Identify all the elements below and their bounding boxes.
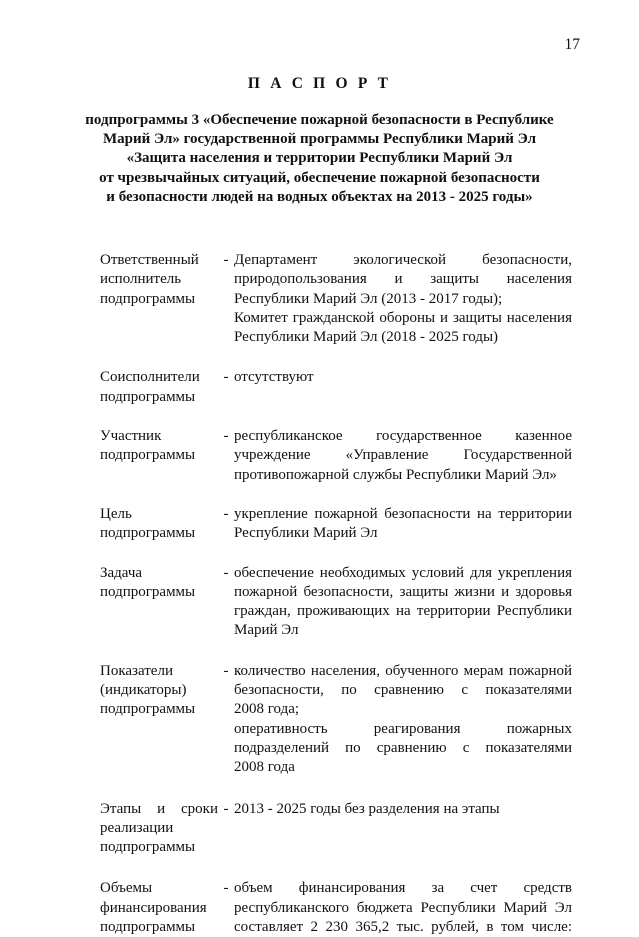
row-value: [234, 368, 572, 387]
document-title: П А С П О Р Т: [247, 75, 392, 92]
row-label-line: (индикаторы): [100, 682, 187, 699]
row-label-line: подпрограммы: [100, 701, 196, 718]
row-dash: -: [223, 505, 229, 522]
row-value-line: обеспечение необходимых условий для укрепления: [234, 564, 572, 581]
row-dash: -: [223, 800, 229, 817]
row-value-line: количество населения, обученного мерам пожарной: [234, 662, 572, 679]
row-label-line: подпрограммы: [100, 919, 196, 936]
row-value-line: Комитет гражданской обороны и защиты населения: [234, 309, 572, 326]
passport-row-responsible: [100, 251, 572, 347]
row-value-line: Департамент экологической безопасности,: [234, 252, 572, 268]
row-value-line: объем финансирования за счет средств: [234, 880, 572, 897]
passport-row-indicators: [100, 662, 572, 778]
row-label-line: подпрограммы: [100, 447, 196, 464]
row-value-line: противопожарной службы Республики Марий Эл»: [234, 466, 557, 483]
row-label-line: Этапы и сроки: [100, 800, 218, 817]
row-value: [234, 564, 572, 641]
row-value-line: 2008 года;: [234, 701, 300, 718]
document-subtitle: [60, 111, 579, 207]
passport-row-participant: [100, 427, 572, 485]
row-label-line: Показатели: [100, 662, 173, 679]
row-value-line: граждан, проживающих на территории Республики: [234, 603, 572, 620]
row-value-line: республиканское государственное казенное: [234, 428, 572, 445]
row-value-line: Республики Марий Эл (2018 - 2025 годы): [234, 329, 499, 346]
row-label-line: Ответственный: [100, 252, 199, 268]
row-value-line: укрепление пожарной безопасности на территории: [234, 505, 572, 522]
row-value: [234, 800, 572, 819]
passport-table: [100, 251, 572, 937]
row-value-line: безопасности, по сравнению с показателями: [234, 682, 572, 699]
row-value-line: подразделений по сравнению с показателями: [234, 739, 572, 756]
row-value: [234, 879, 572, 937]
page-number: 17: [564, 36, 580, 53]
row-value-line: Марий Эл: [234, 622, 299, 639]
passport-row-task: [100, 564, 572, 641]
row-label-line: исполнитель: [100, 271, 182, 288]
row-value-line: природопользования и защиты населения: [234, 271, 572, 288]
row-value: [234, 251, 572, 347]
row-label: [100, 800, 218, 858]
row-label-line: финансирования: [100, 899, 207, 916]
row-value-line: оперативность реагирования пожарных: [234, 720, 572, 737]
row-value-line: Республики Марий Эл: [234, 525, 378, 542]
passport-row-goal: [100, 505, 572, 544]
subtitle-line: от чрезвычайных ситуаций, обеспечение пожарной безопасности: [99, 169, 540, 186]
row-label-line: Объемы: [100, 880, 153, 897]
subtitle-line: и безопасности людей на водных объектах на 2013 - 2025 годы»: [106, 188, 533, 205]
row-label-line: Задача: [100, 564, 143, 581]
row-label-line: подпрограммы: [100, 583, 196, 600]
passport-row-funding: [100, 879, 572, 937]
row-label-line: подпрограммы: [100, 839, 196, 856]
row-label: [100, 662, 218, 720]
row-label-line: реализации: [100, 819, 174, 836]
row-value-line: учреждение «Управление Государственной: [234, 447, 572, 464]
row-label: [100, 427, 218, 466]
passport-row-stages: [100, 800, 572, 858]
row-value-line: республиканского бюджета Республики Марий Эл: [234, 899, 572, 916]
row-label-line: Соисполнители: [100, 369, 200, 386]
row-dash: -: [223, 428, 229, 445]
subtitle-line: «Защита населения и территории Республики Марий Эл: [126, 150, 513, 167]
row-label-line: подпрограммы: [100, 388, 196, 405]
row-label: [100, 368, 218, 407]
row-dash: -: [223, 662, 229, 679]
row-value-line: 2008 года: [234, 759, 295, 776]
row-label-line: Участник: [100, 428, 162, 445]
subtitle-line: подпрограммы 3 «Обеспечение пожарной безопасности в Республике: [85, 112, 554, 128]
row-value-line: Республики Марий Эл (2013 - 2017 годы);: [234, 290, 503, 307]
row-dash: -: [223, 252, 229, 268]
row-label-line: подпрограммы: [100, 525, 196, 542]
row-value-line: отсутствуют: [234, 369, 314, 386]
row-dash: -: [223, 880, 229, 897]
row-value-line: пожарной безопасности, защиты жизни и здоровья: [234, 583, 572, 600]
row-value-line: составляет 2 230 365,2 тыс. рублей, в том числе:: [234, 919, 572, 936]
row-value-line: 2013 - 2025 годы без разделения на этапы: [234, 800, 500, 817]
row-label: [100, 505, 218, 544]
row-label: [100, 564, 218, 603]
row-label-line: Цель: [100, 505, 132, 522]
row-label: [100, 251, 218, 309]
row-value: [234, 662, 572, 778]
row-dash: -: [223, 564, 229, 581]
row-value: [234, 505, 572, 544]
row-dash: -: [223, 369, 229, 386]
row-label-line: подпрограммы: [100, 290, 196, 307]
row-value: [234, 427, 572, 485]
row-label: [100, 879, 218, 937]
passport-row-co-executors: [100, 368, 572, 407]
subtitle-line: Марий Эл» государственной программы Республики Марий Эл: [102, 131, 537, 148]
